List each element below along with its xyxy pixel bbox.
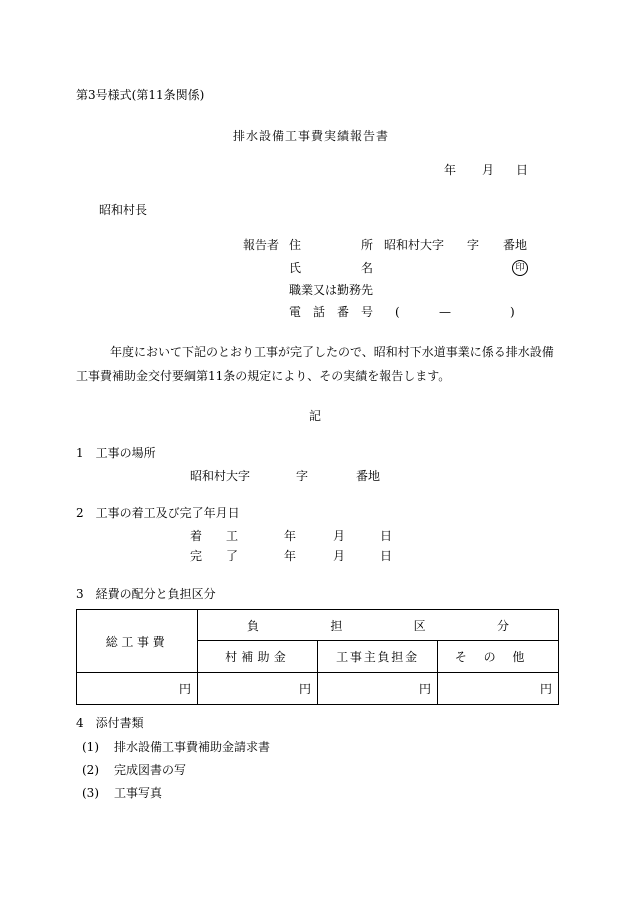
attachment-2-text: 完成図書の写 (114, 763, 187, 777)
start-label-2: 工 (226, 529, 239, 543)
total-cost-cell (77, 673, 198, 705)
date-year: 年 (444, 163, 457, 177)
phone-label-4: 号 (361, 305, 374, 319)
place-banchi: 番地 (356, 469, 381, 483)
end-month: 月 (333, 549, 346, 563)
end-day: 日 (380, 549, 393, 563)
owner-burden-header (318, 641, 438, 673)
other-cell (438, 673, 559, 705)
section1-heading: 1 工事の場所 (76, 446, 156, 460)
burden-char-3: 区 (413, 618, 426, 633)
attachment-3-num: (3) (82, 786, 99, 800)
address-banchi: 番地 (503, 238, 528, 252)
burden-char-4: 分 (497, 618, 510, 633)
date-day: 日 (516, 163, 529, 177)
place-aza: 字 (296, 469, 309, 483)
burden-char-2: 担 (330, 618, 343, 633)
end-label-2: 了 (226, 549, 239, 563)
burden-char-1: 負 (247, 618, 260, 633)
section3-heading: 3 経費の配分と負担区分 (76, 587, 216, 601)
name-label-2: 名 (361, 261, 374, 275)
section2-heading: 2 工事の着工及び完了年月日 (76, 506, 240, 520)
total-cost-unit: 円 (178, 682, 191, 696)
attachment-2-num: (2) (82, 763, 99, 777)
phone-label-1: 電 (289, 305, 302, 319)
phone-paren-close: ) (510, 305, 515, 319)
reporter-label: 報告者 (243, 238, 280, 252)
other-header-text: その他 (454, 650, 542, 664)
village-subsidy-header-text: 村補助金 (225, 650, 290, 664)
attachment-1-num: (1) (82, 740, 99, 754)
start-day: 日 (380, 529, 393, 543)
address-village: 昭和村大字 (384, 238, 445, 252)
ki-heading: 記 (309, 409, 322, 423)
village-subsidy-unit: 円 (298, 682, 311, 696)
village-subsidy-header (198, 641, 318, 673)
attachment-3-text: 工事写真 (114, 786, 163, 800)
other-header (438, 641, 559, 673)
section4-heading: 4 添付書類 (76, 716, 144, 730)
cost-table (76, 609, 559, 705)
total-cost-header-text: 総工事費 (105, 634, 169, 649)
owner-burden-cell (318, 673, 438, 705)
phone-label-3: 番 (337, 305, 350, 319)
date-month: 月 (482, 163, 495, 177)
body-text-line-2: 工事費補助金交付要綱第11条の規定により、その実績を報告します。 (76, 369, 451, 383)
addressee: 昭和村長 (99, 203, 148, 217)
form-number: 第3号様式(第11条関係) (76, 88, 205, 102)
burden-header (198, 610, 559, 641)
address-label-1: 住 (289, 238, 302, 252)
owner-burden-unit: 円 (418, 682, 431, 696)
total-cost-header (77, 610, 198, 673)
address-label-2: 所 (361, 238, 374, 252)
address-aza: 字 (467, 238, 480, 252)
owner-burden-header-text: 工事主負担金 (336, 650, 419, 664)
phone-paren-open: ( (395, 305, 400, 319)
name-label-1: 氏 (289, 261, 302, 275)
village-subsidy-cell (198, 673, 318, 705)
document-title: 排水設備工事費実績報告書 (233, 129, 390, 143)
occupation-label: 職業又は勤務先 (289, 283, 374, 297)
start-label-1: 着 (190, 529, 203, 543)
phone-label-2: 話 (313, 305, 326, 319)
body-text-line-1: 年度において下記のとおり工事が完了したので、昭和村下水道事業に係る排水設備 (110, 345, 554, 359)
place-village: 昭和村大字 (190, 469, 251, 483)
end-year: 年 (284, 549, 297, 563)
start-year: 年 (284, 529, 297, 543)
attachment-1-text: 排水設備工事費補助金請求書 (114, 740, 271, 754)
end-label-1: 完 (190, 549, 203, 563)
phone-dash: — (439, 305, 451, 319)
seal-icon (512, 259, 528, 276)
start-month: 月 (333, 529, 346, 543)
seal-mark: 印 (512, 260, 528, 276)
other-unit: 円 (540, 682, 553, 696)
